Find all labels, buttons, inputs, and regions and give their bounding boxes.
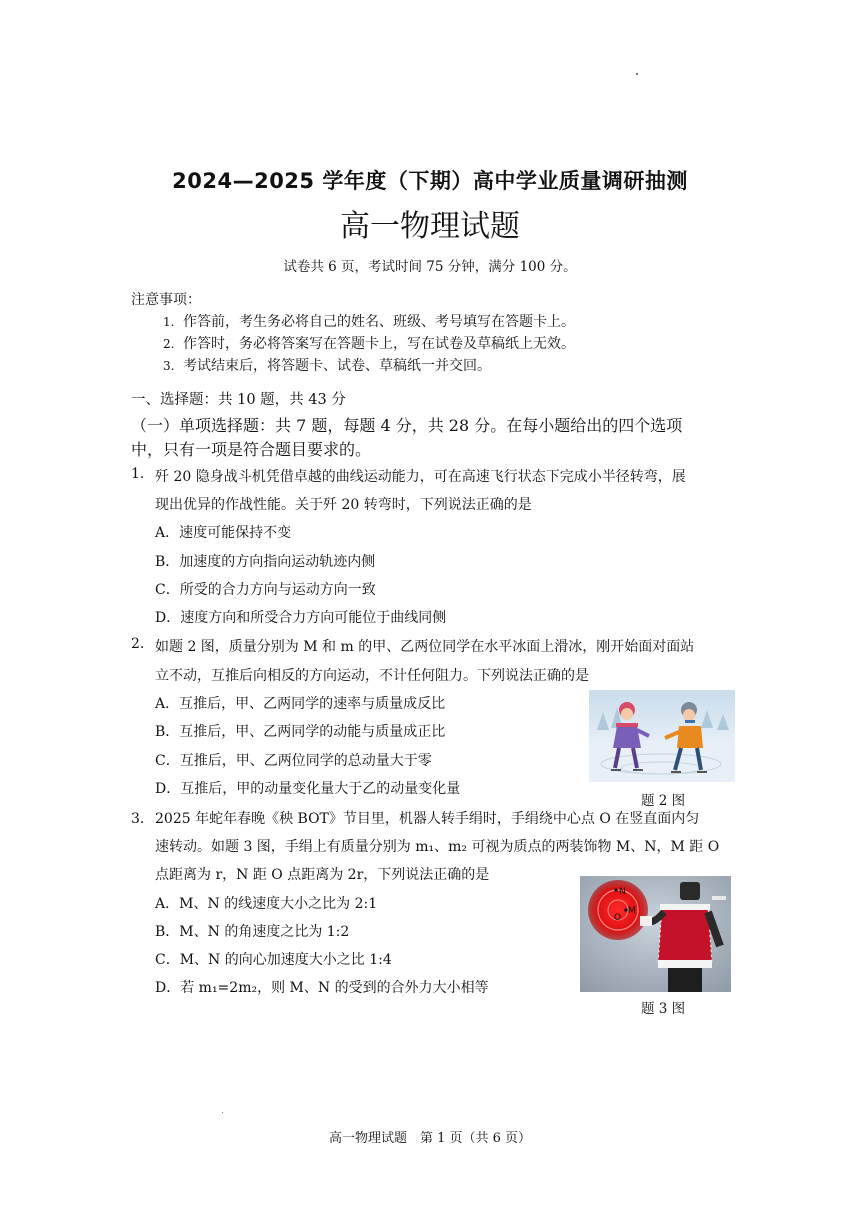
question-1-number: 1. [131,466,145,482]
note-item [163,311,575,331]
question-1-option-d: D．速度方向和所受合力方向可能位于曲线同侧 [155,610,447,626]
figure-3-robot-image [580,876,731,992]
figure-3-caption: 题 3 图 [641,1001,686,1017]
question-1-line: 歼 20 隐身战斗机凭借卓越的曲线运动能力，可在高速飞行状态下完成小半径转弯，展 [155,469,686,485]
page-footer: 高一物理试题 第 1 页（共 6 页） [328,1131,532,1146]
figure-3-label-n: N [619,887,626,897]
question-2-line: 立不动，互推后向相反的方向运动，不计任何阻力。下列说法正确的是 [155,668,589,684]
question-1-option-b: B．加速度的方向指向运动轨迹内侧 [155,554,376,570]
figure-3-label-o: O [614,913,622,923]
question-2-option-a: A．互推后，甲、乙两同学的速率与质量成反比 [155,696,446,712]
question-3-option-b: B．M、N 的角速度之比为 1:2 [155,924,350,940]
note-item [163,333,575,353]
question-3-option-d: D．若 m₁=2m₂，则 M、N 的受到的合外力大小相等 [155,980,489,996]
question-2-number: 2. [131,636,145,652]
question-1-option-a: A．速度可能保持不变 [155,525,292,541]
notes-heading: 注意事项： [131,292,201,308]
figure-2-caption: 题 2 图 [641,793,686,809]
section-sub-line2: 中，只有一项是符合题目要求的。 [131,440,372,459]
question-3-number: 3． [131,811,154,827]
question-3-option-c: C．M、N 的向心加速度大小之比 1:4 [155,952,392,968]
exam-title: 2024—2025 学年度（下期）高中学业质量调研抽测 [172,169,688,193]
question-2-option-d: D．互推后，甲的动量变化量大于乙的动量变化量 [155,781,461,797]
question-1-option-c: C．所受的合力方向与运动方向一致 [155,582,376,598]
question-3-line: 2025 年蛇年春晚《秧 BOT》节目里，机器人转手绢时，手绢绕中心点 O 在竖直面内匀 [155,811,700,827]
figure-3-label-m: M [628,906,636,916]
exam-subtitle: 高一物理试题 [340,209,520,244]
note-number: 1. [163,315,175,329]
question-2-option-b: B．互推后，甲、乙两同学的动能与质量成正比 [155,724,446,740]
note-number: 2. [163,337,175,351]
stray-dot [636,73,638,75]
note-number: 3. [163,359,175,373]
note-text: 考试结束后，将答题卡、试卷、草稿纸一并交回。 [183,358,491,374]
stray-dot [222,1112,223,1113]
question-3-option-a: A．M、N 的线速度大小之比为 2:1 [155,896,378,912]
question-3-line: 点距离为 r，N 距 O 点距离为 2r，下列说法正确的是 [155,867,490,883]
exam-info: 试卷共 6 页，考试时间 75 分钟，满分 100 分。 [283,259,577,275]
note-item [163,355,491,375]
figure-2-skaters-image [589,690,735,782]
note-text: 作答时，务必将答案写在答题卡上，写在试卷及草稿纸上无效。 [183,336,575,352]
section-sub-line1: （一）单项选择题：共 7 题，每题 4 分，共 28 分。在每小题给出的四个选项 [131,416,683,435]
question-2-option-c: C．互推后，甲、乙两位同学的总动量大于零 [155,753,432,769]
question-2-line: 如题 2 图，质量分别为 M 和 m 的甲、乙两位同学在水平冰面上滑冰，刚开始面对面站 [155,639,695,655]
question-3-line: 速转动。如题 3 图，手绢上有质量分别为 m₁、m₂ 可视为质点的两装饰物 M、N，M 距 O [155,839,720,855]
section-heading: 一、选择题：共 10 题，共 43 分 [131,392,346,408]
note-text: 作答前，考生务必将自己的姓名、班级、考号填写在答题卡上。 [183,314,575,330]
question-1-line: 现出优异的作战性能。关于歼 20 转弯时，下列说法正确的是 [155,497,532,513]
